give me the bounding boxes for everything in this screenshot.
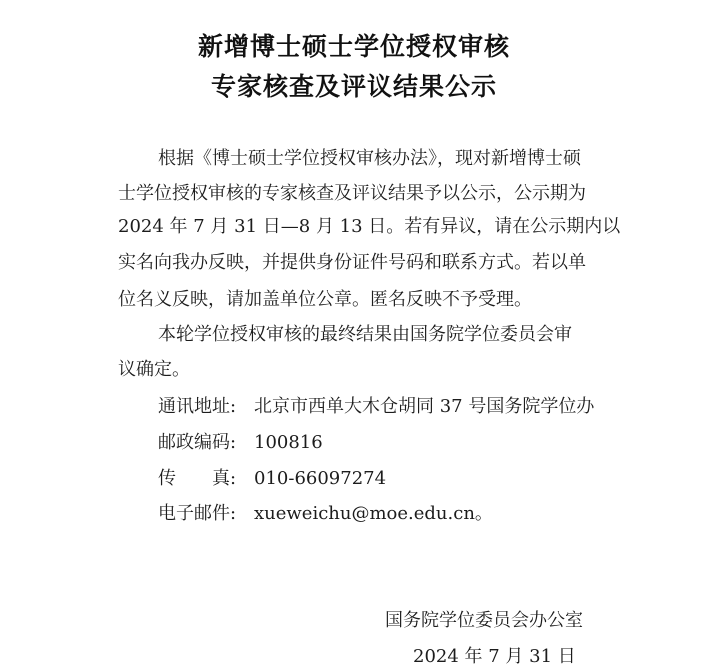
paragraph2-line: 议确定。 [118,359,190,380]
email-label: 电子邮件: [158,503,237,524]
fax-label: 传 真: [158,468,237,489]
postcode-value: 100816 [254,432,323,453]
paragraph1-line: 2024 年 7 月 31 日—8 月 13 日。若有异议，请在公示期内以 [118,216,621,237]
paragraph1-line: 位名义反映，请加盖单位公章。匿名反映不予受理。 [118,289,532,310]
document-title-line2: 专家核查及评议结果公示 [210,72,497,101]
address-label: 通讯地址: [158,396,237,417]
contact-postcode-row [158,432,323,454]
paragraph1-line: 士学位授权审核的专家核查及评议结果予以公示，公示期为 [118,183,586,204]
postcode-label: 邮政编码: [158,432,237,453]
contact-fax-row [158,468,386,490]
document-title-line1: 新增博士硕士学位授权审核 [197,32,510,61]
paragraph1-line: 实名向我办反映，并提供身份证件号码和联系方式。若以单 [118,252,586,273]
contact-email-row [158,503,493,525]
paragraph1-line: 根据《博士硕士学位授权审核办法》，现对新增博士硕 [158,148,581,169]
fax-value: 010-66097274 [254,468,387,489]
paragraph2-line: 本轮学位授权审核的最终结果由国务院学位委员会审 [158,324,572,345]
email-value: xueweichu@moe.edu.cn。 [254,503,493,524]
signature-office: 国务院学位委员会办公室 [385,610,583,631]
contact-address-row [158,396,594,418]
address-value: 北京市西单大木仓胡同 37 号国务院学位办 [254,396,595,417]
signature-date: 2024 年 7 月 31 日 [413,646,576,667]
